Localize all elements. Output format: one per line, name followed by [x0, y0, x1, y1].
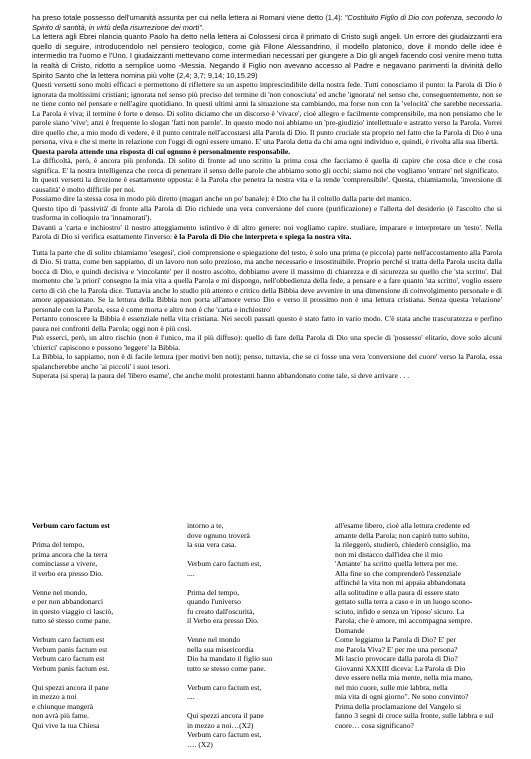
reflection-lines [335, 521, 515, 730]
passivity-paragraph: Questo tipo di 'passività' di fronte alla Parola di Dio richiede una vera conversione del cuore (purificazione) e l'allerta del desiderio (è l'ascolto che si trasforma in colloquio tra 'innamorati'). [32, 203, 502, 223]
hymn-line: cominciasse a vivere, [32, 559, 98, 568]
hymn-line: e per non abbandonarci [32, 597, 104, 606]
free-exam-paragraph: Superata (si spera) la paura del 'libero esame', che anche molti protestanti hanno abbandonato come tale, si deve arrivare . . . [32, 371, 410, 381]
hymn-line: Venne nel mondo, [32, 587, 88, 597]
reflection-line: Come leggiamo la Parola di Dio? E' per [335, 635, 456, 644]
reflection-line: Giovanni XXXIII diceva: La Parola di Dio [335, 663, 466, 673]
reflection-line: Prima della proclamazione del Vangelo si [335, 701, 462, 711]
hymn-stanza [187, 635, 312, 673]
hymn-title: Verbum caro factum est [32, 521, 110, 530]
reflection-line: la rileggerò, studierò, chiederò consiglio, ma [335, 540, 471, 549]
hymn-line: Verbum panis factum est [32, 644, 108, 654]
reflection-line: affinché la vita non mi appaia abbandonata [335, 578, 466, 587]
hymn-line: Qui spezzi ancora il pane [187, 711, 264, 720]
hymn-line: .... [187, 568, 195, 578]
reflection-line: Alla fine so che comprenderò l'essenziale [335, 568, 461, 578]
reflection-line: sciuto, infido e senza un 'riposo' sicuro. La [335, 606, 465, 616]
hymn-line: Verbum caro factum est, [187, 682, 262, 692]
reflection-line: deve essere nella mia mente, nella mia mano, [335, 673, 473, 682]
hymn-line: intorno a te, [187, 521, 224, 530]
hymn-line: la sua vera casa. [187, 540, 237, 549]
bible-essential-paragraph: Pertanto conoscere la Bibbia è essenziale nella vita cristiana. Nei secoli passati questo è stato fatto in vario modo. C'è stata anche trascuratezza e perfino paura nei confronti della Parola; oggi non è più così. [32, 314, 502, 333]
hymn-line: Prima del tempo, [32, 540, 85, 549]
inversion-paragraph: In questi versetti la direzione è esattamente opposta: è la Parola che penetra la nostra vita e la rende 'comprensibile'. Questa, chiamiamola, 'inversione di causalità' è molto difficile per noi. [32, 175, 502, 194]
hymn-stanza [187, 711, 312, 749]
hymn-line: quando l'universo [187, 597, 241, 606]
reflection-line: non mi distacco dall'idea che il mio [335, 549, 443, 559]
intro-paragraph [32, 13, 502, 32]
intro-end: . [201, 22, 204, 32]
reflection-line: Domande [335, 625, 365, 635]
hymn-line: il verbo era presso Dio. [32, 568, 104, 578]
hymn-line: …. (X2) [187, 739, 213, 749]
reflection-line: mia vita di ogni giorno". Ne sono convinto? [335, 692, 469, 701]
difficulty-paragraph: La difficoltà, però, è ancora più profonda. Di solito di fronte ad uno scritto la prima cosa che facciamo è quella di capire che cosa dice e che cosa significa. E' la nostra intelligenza che cerca di penetrare il senso delle parole che abbiamo sotto gli occhi; siamo noi che vogliamo 'entrare' nel significato. [32, 156, 502, 175]
reflection-column [335, 521, 515, 730]
reflection-line: Mi lascio provocare dalla parola di Dio? [335, 654, 458, 663]
hymn-stanza [32, 540, 162, 578]
hymn-line: Venne nel mondo [187, 635, 241, 644]
hymn-line: dove ognuno troverà [187, 530, 250, 540]
hymn-line: Verbum caro factum est [32, 635, 105, 644]
hymn-line: in questo viaggio ci lasciò, [32, 606, 114, 616]
conversion-paragraph: La Bibbia, lo sappiamo, non è di facile lettura (per motivi ben noti); penso, tuttavia, che se ci fosse una vera 'conversione del cuore' verso la Parola, essa spalancherebbe anche 'ai piccoli' i suoi tesori. [32, 352, 502, 371]
knife-paragraph: Possiamo dire la stessa cosa in modo più diretto (magari anche un po' banale): è Dio che ha il coltello dalla parte del manico. [32, 194, 412, 204]
hymn-stanza [32, 588, 162, 626]
hymn-stanza [187, 588, 312, 626]
reflection-line: all'esame libero, cioè alla lettura credente ed [335, 521, 470, 530]
hymn-line: Qui vive la tua Chiesa [32, 720, 100, 730]
reflection-line: fanno 3 segni di croce sulla fronte, sulle labbra e sul cuore… cosa significano? [335, 711, 494, 730]
hymn-line: fu creato dall'oscurità, [187, 606, 255, 616]
hebrews-paragraph: La lettera agli Ebrei rilancia quanto Paolo ha detto nella lettera ai Colossesi circa il primato di Cristo sugli angeli. Un errore dei giudaizzanti era quello di seguire, introducendolo nel pensiero teologico, come già Filone Alessandrino, il modello platonico, dove il mondo delle idee è intermedio tra l'uomo e l'Uno. I giudaizzanti mettevano come intermediari necessari per giungere a Dio gli angeli facendo così venire meno tutta la realtà di Cristo, ridotto a semplice uomo -Messia. Negando il Figlio non avevano accesso al Padre e negavano parimenti la divinità dello Spirito Santo che la lettera nomina più volte (2,4; 3,7; 9,14; 10,15.29) [32, 32, 502, 80]
reflection-line: alla solitudine e alla paura di essere stato [335, 587, 460, 597]
ink-emphasis: è la Parola di Dio che interpreta e spiega la nostra vita. [174, 232, 352, 242]
hymn-line: Dio ha mandato il figlio suo [187, 654, 273, 663]
reflection-line: nel mio cuore, sulle mie labbra, nella [335, 682, 448, 692]
verses-paragraph: Questi versetti sono molti efficaci e permettono di riflettere su un aspetto imprescindibile della nostra fede. Tutti conosciamo il punto: la Parola di Dio è ignorata da moltissimi cristiani; ignorata nel senso più preciso del termine di 'non conosciuta' ed anche 'ignorata' nel senso che, conseguentemente, non se ne tiene conto nel pensare e nell'agire quotidiano. In questi ultimi anni la situazione sta cambiando, ma forse non con la 'velocità' che sarebbe necessaria. La Parola è viva; il termine è forte e denso. Di solito diciamo che un discorso è 'vivace', cioè allegro e facilmente comprensibile, ma non pensiamo che le parole siano 'vive'; anzi è frequente lo slogan 'fatti non parole'. In questo modo noi abbiamo un 'pre-giudizio' intellettuale e astratto verso la Parola. Vorrei dire quello che, a mio modo di vedere, è il punto centrale nell'accostarsi alla Parola di Dio. Il punto cruciale sta proprio nel fatto che la Parola di Dio è una persona, viva e che si mette in relazione con l'oggi di ogni essere umano. E' una Parola detta da chi ama ogni individuo e, quindi, è rivolta alla sua libertà. [32, 80, 502, 147]
reflection-line: gettato sulla terra a caso e in un luogo scono- [335, 597, 473, 606]
hymn-line: prima ancora che la terra [32, 549, 108, 559]
hymn-column-1 [32, 521, 162, 740]
ink-text: Davanti a 'carta e inchiostro' il nostro atteggiamento istintivo è di altro genere: noi vogliamo capire. studiare, imparare e interpretare un 'testo'. Nella Parola di Dio si verifica esattamente l'inverso: [32, 222, 502, 242]
hymn-line: e chiunque mangerà [32, 701, 94, 711]
hymn-stanzas-1 [32, 540, 162, 730]
hymn-column-2 [187, 521, 312, 759]
hymn-line: Verbum caro factum est, [187, 730, 262, 739]
three-column-section [32, 521, 502, 747]
response-heading: Questa parola attende una risposta di cui ognuno è personalmente responsabile. [32, 146, 291, 156]
intro-text: ha preso totale possesso dell'umanità assunta per cui nella lettera ai Romani viene detto (1,4): [32, 13, 345, 22]
hymn-stanza [32, 683, 162, 731]
hymn-stanza [187, 559, 312, 578]
hymn-line: .... [187, 692, 195, 701]
reflection-line: 'Amante' ha scritto quella lettera per me. [335, 559, 458, 568]
prose-section [32, 13, 502, 381]
hymn-line: Prima del tempo, [187, 587, 240, 597]
hymn-line: non avrà più fame. [32, 711, 89, 720]
hymn-stanza [187, 683, 312, 702]
hymn-line: nella sua misericordia [187, 644, 254, 654]
reflection-line: me Parola Viva? E' per me una persona? [335, 644, 458, 654]
hymn-line: Verbum caro factum est [32, 654, 105, 663]
hymn-stanzas-2 [187, 521, 312, 749]
ink-paragraph [32, 223, 502, 242]
hymn-line: Verbum caro factum est, [187, 559, 262, 568]
hymn-line: Verbum panis factum est. [32, 663, 110, 673]
hymn-line: il Verbo era presso Dio. [187, 616, 259, 625]
exegesis-paragraph: Tutta la parte che di solito chiamiamo 'esegesi', cioè comprensione e spiegazione del testo, è solo una prima (e piccola) parte nell'accostamento alla Parola di Dio. Si tratta, come ben sappiamo, di un lavoro non solo prezioso, ma anche necessario e insostituibile. Proprio perché si tratta della Parola uscita dalla bocca di Dio, e quindi decisiva e 'vincolante' per il nostro ascolto, dobbiamo avere il massimo di chiarezza e di sicurezza su quello che 'sta scritto'. Dal momento che 'a priori' consegno la mia vita a quella Parola e mi dispongo, nell'obbedienza della fede, a pensare e a fare quanto 'sta scritto', voglio essere certo di ciò che la Parola dice. Tuttavia anche lo studio più attento e critico della Bibbia deve avvenire in una dimensione di coinvolgimento personale e di amore appassionato. Se la lettura della Bibbia non porta all'amore verso Dio e verso il prossimo non è una lettura cristiana. Senza questa 'relazione' personale con la Parola, essa è come morta e altro non è che 'carta e inchiostro' [32, 247, 502, 314]
hymn-stanza [32, 635, 162, 673]
hymn-stanza [187, 521, 312, 550]
hymn-line: Qui spezzi ancora il pane [32, 682, 109, 692]
hymn-line: tutto sé stesso come pane. [32, 616, 111, 625]
hymn-line: in mezzo a noi…(X2) [187, 720, 254, 730]
reflection-line: Parola, che è amore, mi accompagna sempre. [335, 616, 473, 625]
romans-quote: "Costituito Figlio di Dio con potenza, secondo lo Spirito di santità, in virtù della risurrezione dei morti" [32, 13, 502, 32]
risk-paragraph: Può esserci, però, un altro rischio (non è l'unico, ma il più diffuso): quello di fare della Parola di Dio una specie di 'possesso' elitario, dove solo alcuni 'chierici' capiscono e possono 'leggere' la Bibbia. [32, 333, 502, 352]
hymn-line: in mezzo a noi [32, 692, 77, 701]
reflection-line: amante della Parola; non capirò tutto subito, [335, 530, 470, 540]
hymn-line: tutto se stesso come pane. [187, 663, 266, 673]
